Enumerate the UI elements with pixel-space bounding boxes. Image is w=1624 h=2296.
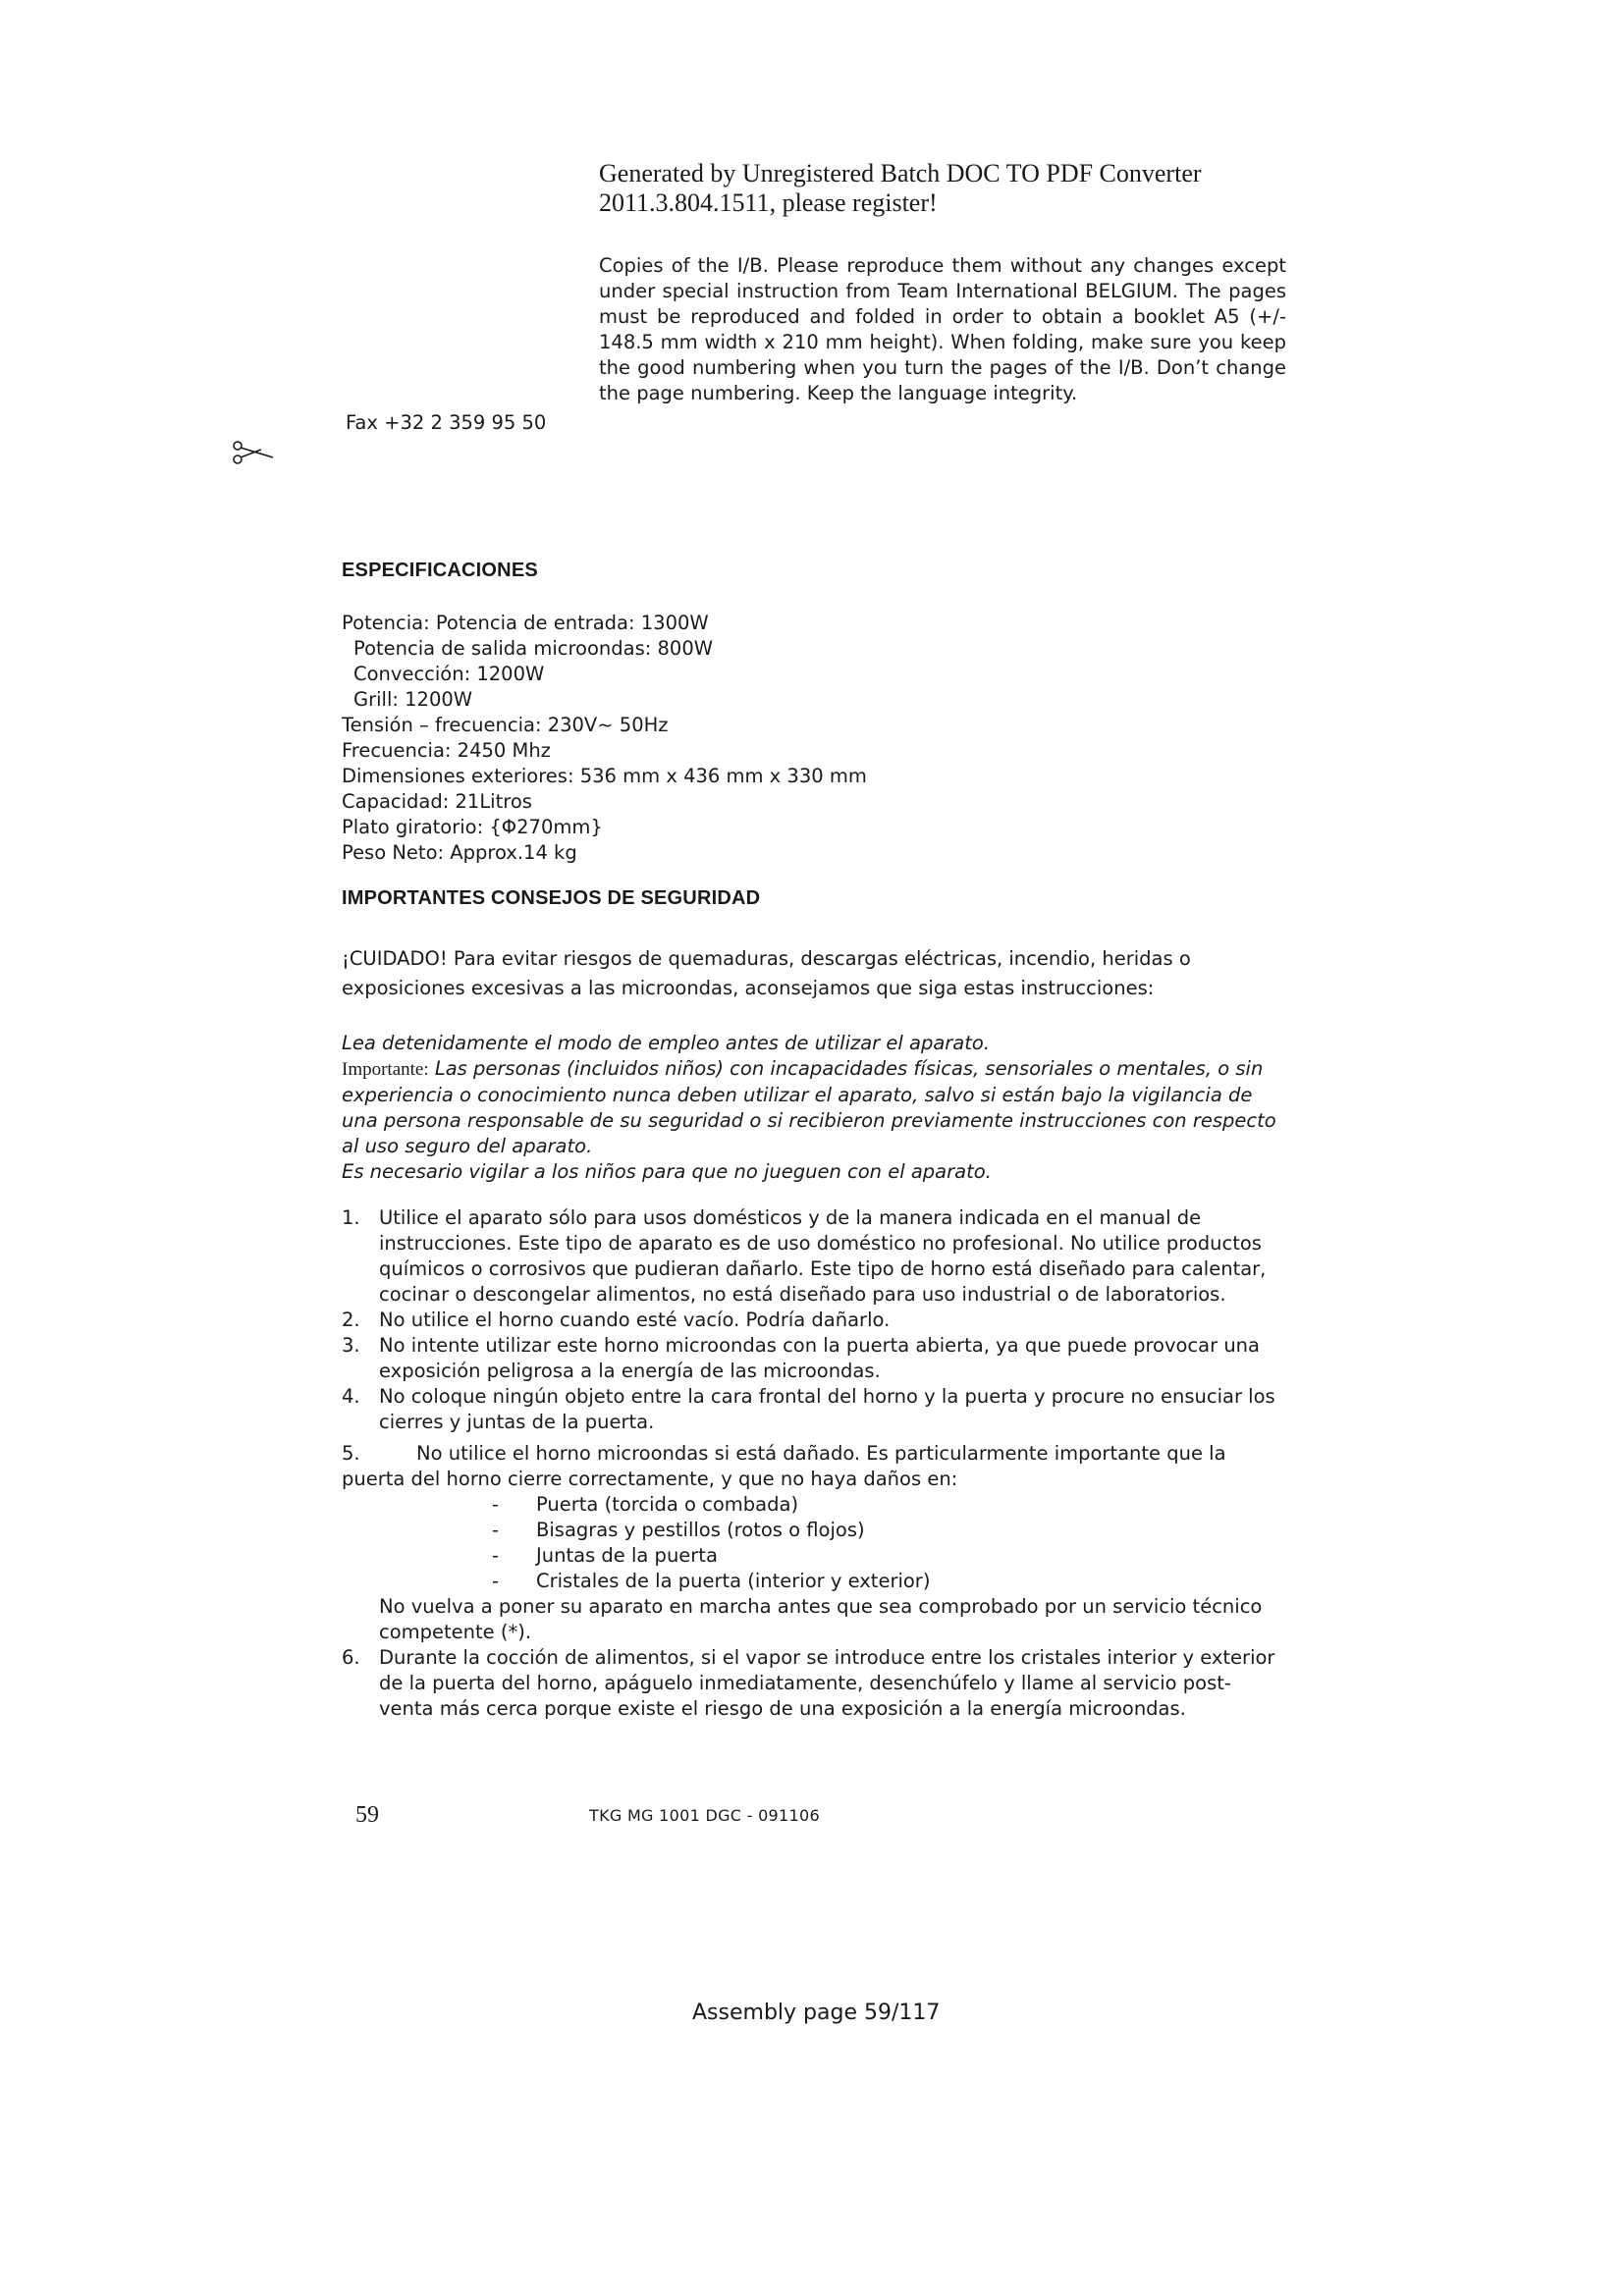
- damage-bullet: - Bisagras y pestillos (rotos o flojos): [492, 1519, 865, 1541]
- spec-frequency: Frecuencia: 2450 Mhz: [342, 739, 551, 762]
- list-item: [342, 1333, 1284, 1384]
- list-item-number: 3.: [342, 1334, 360, 1357]
- list-item-text: No coloque ningún objeto entre la cara frontal del horno y la puerta y procure no ensuciar los cierres y juntas de la puerta.: [379, 1385, 1275, 1433]
- list-item: [342, 1205, 1284, 1308]
- specs-heading: ESPECIFICACIONES: [342, 560, 538, 581]
- list-item-number: 1.: [342, 1206, 360, 1229]
- list-item: [342, 1384, 1284, 1435]
- model-code: TKG MG 1001 DGC - 091106: [589, 1806, 820, 1825]
- list-item-6: [342, 1645, 1284, 1722]
- fax-number: Fax +32 2 359 95 50: [346, 411, 547, 434]
- spec-power-microwave: Potencia de salida microondas: 800W: [353, 637, 714, 660]
- important-note: [342, 1056, 1284, 1159]
- spec-grill: Grill: 1200W: [353, 688, 473, 711]
- list-item-text: Utilice el aparato sólo para usos domésticos y de la manera indicada en el manual de instrucciones. Este tipo de aparato es de uso doméstico no profesional. No utilice productos químicos o corrosivos que pudieran dañarlo. Este tipo de horno está diseñado para calentar, cocinar o descongelar alimentos, no está diseñado para uso industrial o de laboratorios.: [379, 1206, 1267, 1306]
- spec-dimensions: Dimensiones exteriores: 536 mm x 436 mm x 330 mm: [342, 765, 867, 787]
- damage-bullet: - Cristales de la puerta (interior y exterior): [492, 1570, 931, 1592]
- specs-list: [342, 611, 1304, 866]
- list-item-number: 2.: [342, 1308, 360, 1331]
- watermark-line-1: Generated by Unregistered Batch DOC TO PDF Converter: [599, 159, 1202, 187]
- damage-bullet: - Juntas de la puerta: [492, 1544, 718, 1567]
- important-text: Las personas (incluidos niños) con incapacidades físicas, sensoriales o mentales, o sin experiencia o conocimiento nunca deben utilizar el aparato, salvo si están bajo la vigilancia de una persona responsable de su seguridad o si recibieron previamente instrucciones con respecto al uso seguro del aparato.: [342, 1057, 1276, 1157]
- safety-notes: [342, 1031, 1284, 1185]
- watermark-banner: [599, 159, 1286, 218]
- safety-warning: ¡CUIDADO! Para evitar riesgos de quemaduras, descargas eléctricas, incendio, heridas o exposiciones excesivas a las microondas, aconsejamos que siga estas instrucciones:: [342, 947, 1191, 999]
- printing-instructions: Copies of the I/B. Please reproduce them without any changes except under special instruction from Team International BELGIUM. The pages must be reproduced and folded in order to obtain a booklet A5 (+/- 148.5 mm width x 210 mm height). When folding, make sure you keep the good numbering when you turn the pages of the I/B. Don’t change the page numbering. Keep the language integrity.: [599, 254, 1286, 404]
- list-item-number: 6.: [342, 1646, 360, 1669]
- safety-list: [342, 1205, 1284, 1722]
- damage-bullet: - Puerta (torcida o combada): [492, 1493, 799, 1516]
- children-note: Es necesario vigilar a los niños para que no jueguen con el aparato.: [342, 1160, 992, 1183]
- list-item-text: No utilice el horno cuando esté vacío. Podría dañarlo.: [379, 1308, 891, 1331]
- list-item-5: [342, 1441, 1284, 1645]
- page-number: 59: [355, 1802, 379, 1828]
- list-item-text: No intente utilizar este horno microondas con la puerta abierta, ya que puede provocar una exposición peligrosa a la energía de las microondas.: [379, 1334, 1260, 1382]
- list-item-number: 5.: [342, 1442, 360, 1465]
- spec-turntable: Plato giratorio: {Φ270mm}: [342, 816, 603, 838]
- spec-voltage: Tensión – frecuencia: 230V~ 50Hz: [342, 714, 669, 736]
- spec-power-input: Potencia: Potencia de entrada: 1300W: [342, 612, 709, 634]
- list-item-after-text: No vuelva a poner su aparato en marcha antes que sea comprobado por un servicio técnico competente (*).: [379, 1595, 1263, 1643]
- safety-heading: IMPORTANTES CONSEJOS DE SEGURIDAD: [342, 887, 761, 909]
- list-item-text: Durante la cocción de alimentos, si el vapor se introduce entre los cristales interior y exterior de la puerta del horno, apáguelo inmediatamente, desenchúfelo y llame al servicio post-venta más cerca porque existe el riesgo de una exposición a la energía microondas.: [379, 1646, 1275, 1720]
- list-item: [342, 1308, 1284, 1333]
- watermark-line-2: 2011.3.804.1511, please register!: [599, 188, 938, 217]
- list-item-text: No utilice el horno microondas si está dañado. Es particularmente importante que la puerta del horno cierre correctamente, y que no haya daños en:: [342, 1442, 1226, 1490]
- assembly-page: Assembly page 59/117: [692, 2001, 941, 2025]
- spec-net-weight: Peso Neto: Approx.14 kg: [342, 841, 577, 864]
- important-label: Importante:: [342, 1059, 429, 1080]
- spec-convection: Convección: 1200W: [353, 663, 545, 685]
- list-item-number: 4.: [342, 1385, 360, 1408]
- spec-capacity: Capacidad: 21Litros: [342, 790, 532, 813]
- scissors-icon: [232, 440, 277, 465]
- read-manual-note: Lea detenidamente el modo de empleo antes de utilizar el aparato.: [342, 1032, 991, 1054]
